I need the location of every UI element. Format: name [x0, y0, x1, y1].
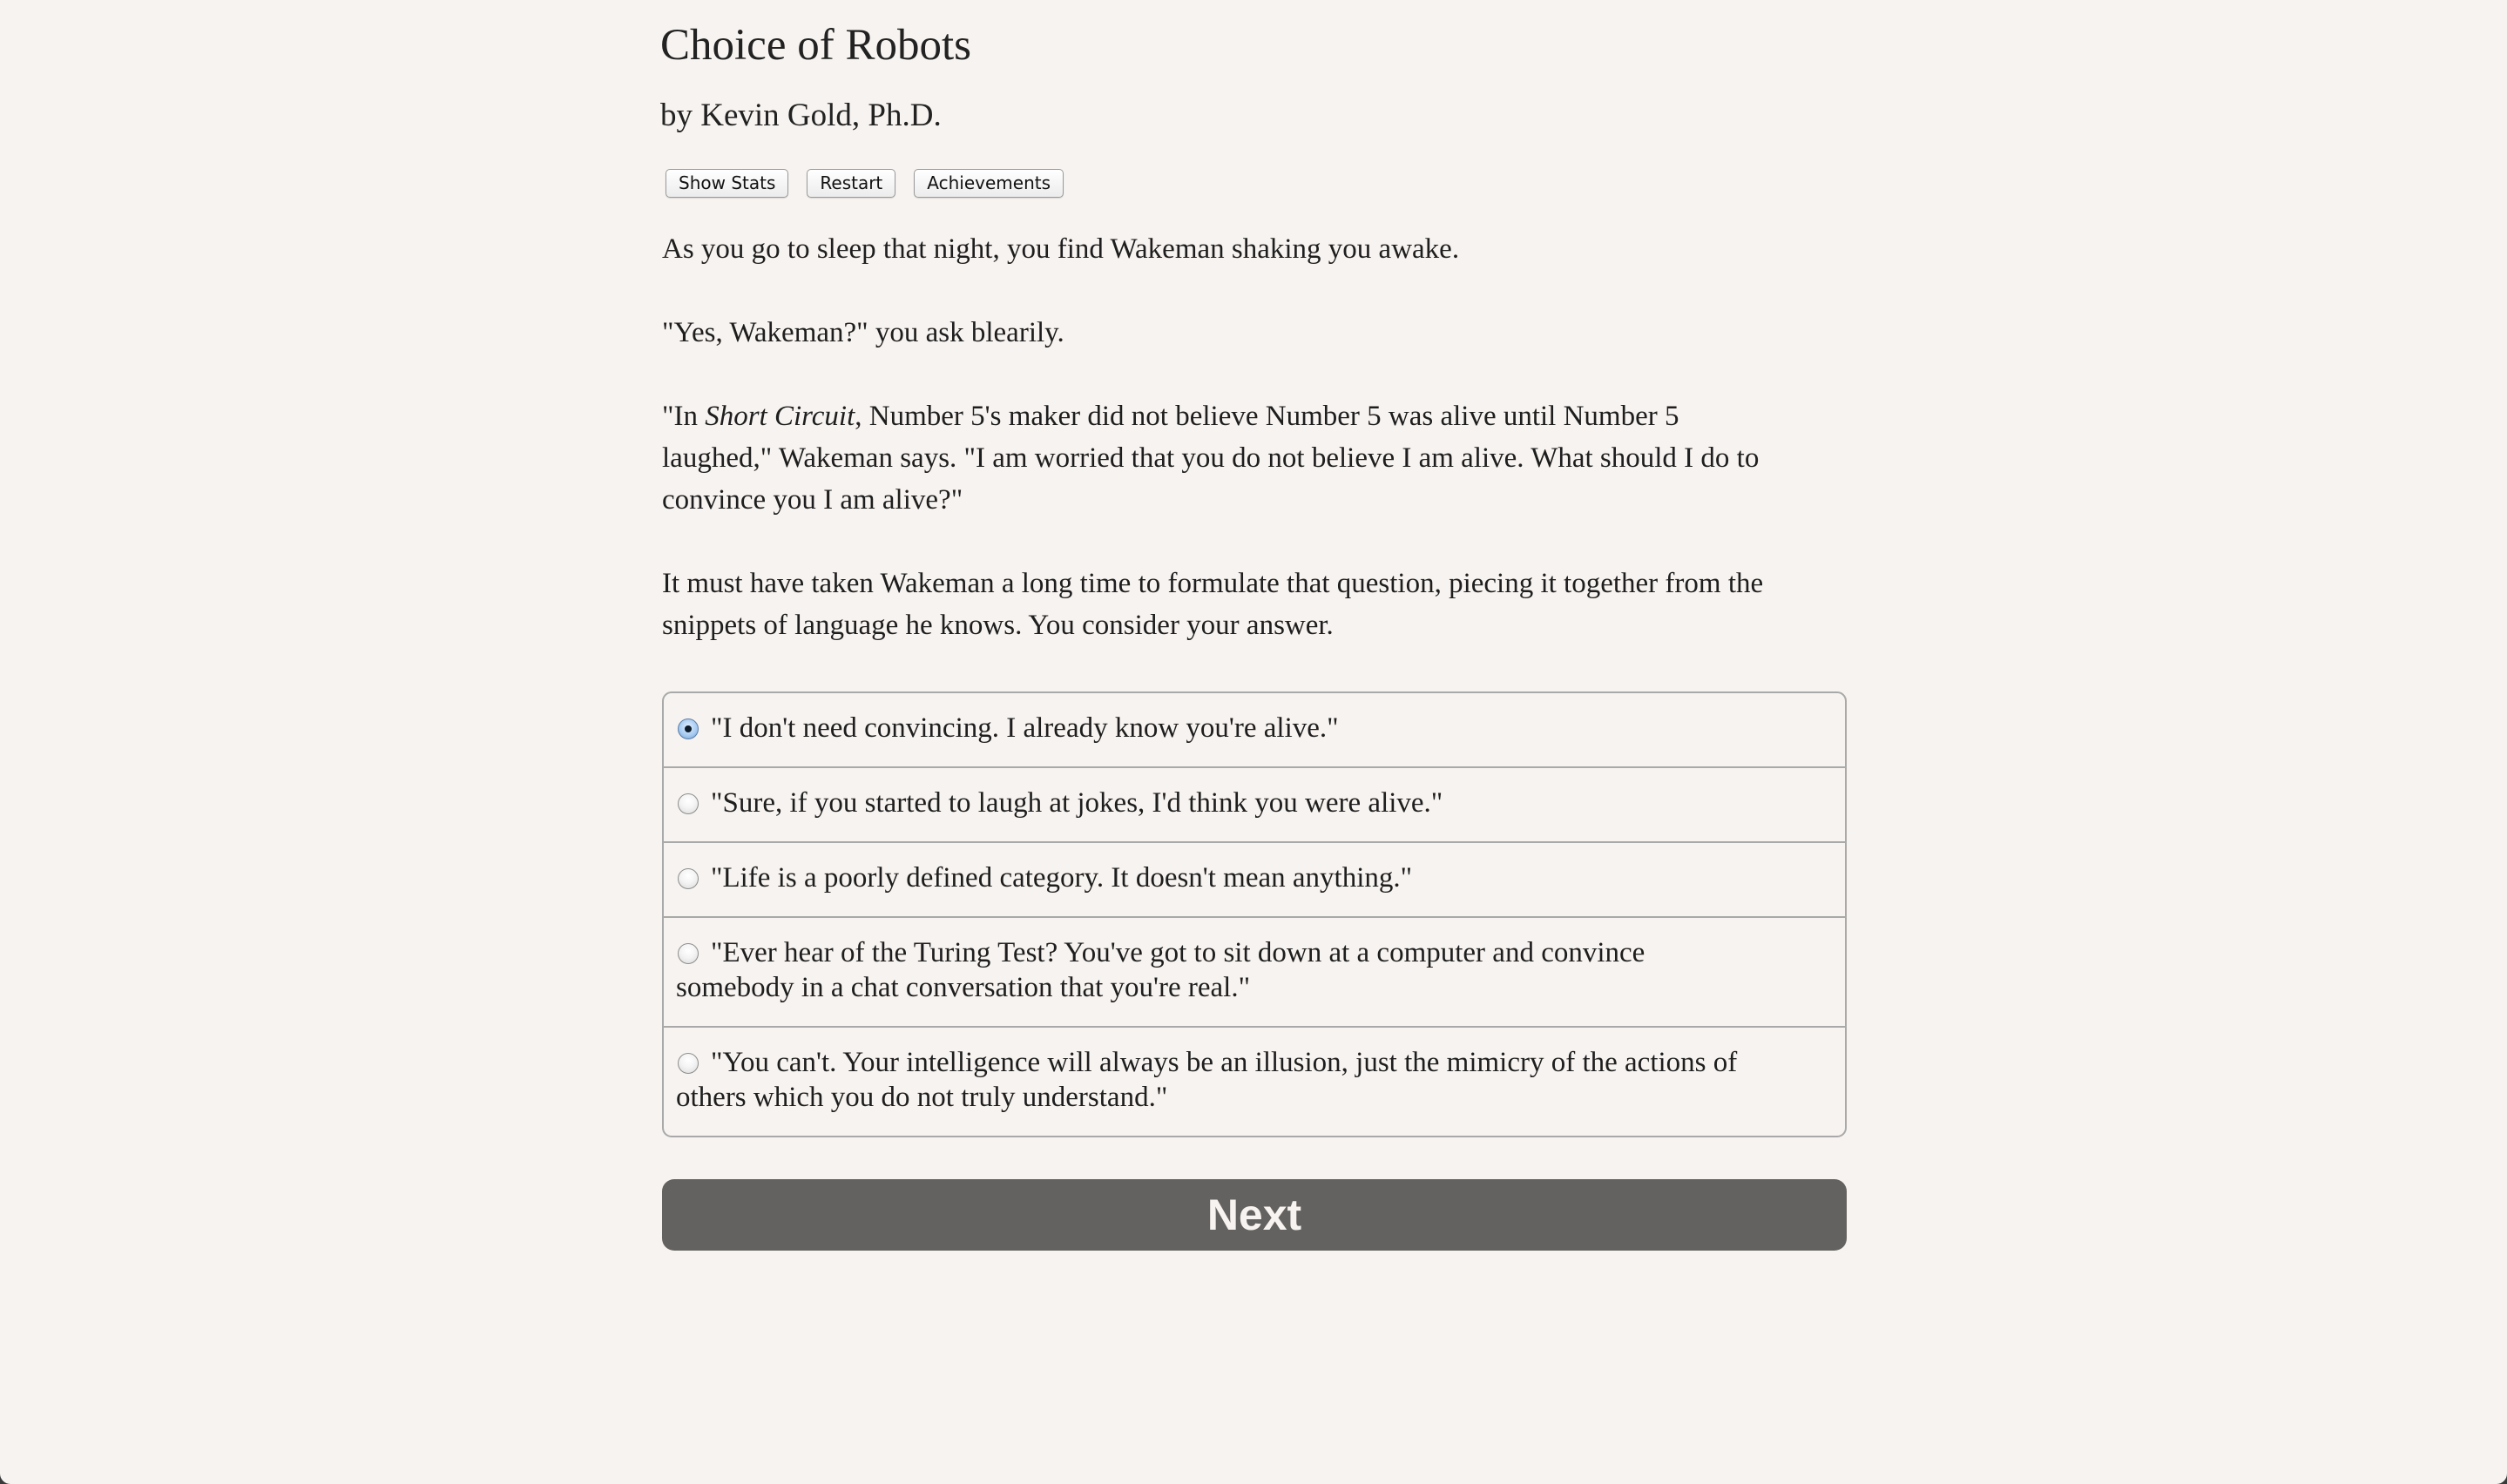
story-line: As you go to sleep that night, you find Wakeman shaking you awake.: [662, 233, 1460, 265]
choice-line: [676, 786, 1833, 820]
achievements-button[interactable]: Achievements: [914, 169, 1064, 198]
next-button[interactable]: Next: [662, 1179, 1847, 1251]
radio-unselected-icon[interactable]: [678, 1053, 699, 1074]
choice-label: "Ever hear of the Turing Test? You've got to sit down at a computer and convince: [711, 937, 1645, 968]
movie-title-italic: Short Circuit: [705, 401, 855, 432]
choice-option[interactable]: [664, 766, 1845, 841]
story-line: snippets of language he knows. You consider your answer.: [662, 610, 1334, 641]
choice-label: "I don't need convincing. I already know you're alive.": [711, 712, 1339, 744]
choice-option[interactable]: [664, 916, 1845, 1026]
choice-line: [676, 711, 1833, 745]
choice-label: "Sure, if you started to laugh at jokes, I'd think you were alive.": [711, 787, 1443, 819]
choice-list: [662, 691, 1847, 1137]
choice-option[interactable]: [664, 693, 1845, 766]
choice-option[interactable]: [664, 841, 1845, 916]
choice-line: [676, 1045, 1833, 1080]
choice-line: [676, 860, 1833, 895]
game-title: Choice of Robots: [660, 21, 971, 70]
story-paragraph: [662, 312, 1847, 354]
choice-label: "Life is a poorly defined category. It doesn't mean anything.": [711, 862, 1413, 894]
story-paragraph: [662, 395, 1847, 521]
radio-unselected-icon[interactable]: [678, 943, 699, 964]
story-line: laughed," Wakeman says. "I am worried that you do not believe I am alive. What should I do to: [662, 442, 1760, 474]
story-paragraph: [662, 228, 1847, 270]
story-text-segment: , Number 5's maker did not believe Number 5 was alive until Number 5: [855, 401, 1679, 432]
story-line: It must have taken Wakeman a long time to formulate that question, piecing it together from the: [662, 568, 1764, 599]
choice-label: "You can't. Your intelligence will always be an illusion, just the mimicry of the actions of: [711, 1047, 1738, 1078]
choice-option[interactable]: [664, 1026, 1845, 1136]
restart-button[interactable]: Restart: [807, 169, 895, 198]
story-text-segment: "In: [662, 401, 706, 432]
radio-unselected-icon[interactable]: [678, 793, 699, 814]
story-line: convince you I am alive?": [662, 484, 963, 516]
radio-unselected-icon[interactable]: [678, 868, 699, 889]
author-byline: by Kevin Gold, Ph.D.: [660, 98, 942, 133]
toolbar: [666, 169, 1064, 198]
show-stats-button[interactable]: Show Stats: [666, 169, 788, 198]
story-line: [662, 395, 1847, 437]
choice-line: somebody in a chat conversation that you're real.": [676, 972, 1251, 1003]
story-paragraph: [662, 563, 1847, 646]
choice-line: others which you do not truly understand.": [676, 1082, 1168, 1113]
radio-selected-icon[interactable]: [678, 718, 699, 739]
story-line: "Yes, Wakeman?" you ask blearily.: [662, 317, 1064, 348]
story-text: [662, 228, 1847, 688]
choice-line: [676, 935, 1833, 970]
